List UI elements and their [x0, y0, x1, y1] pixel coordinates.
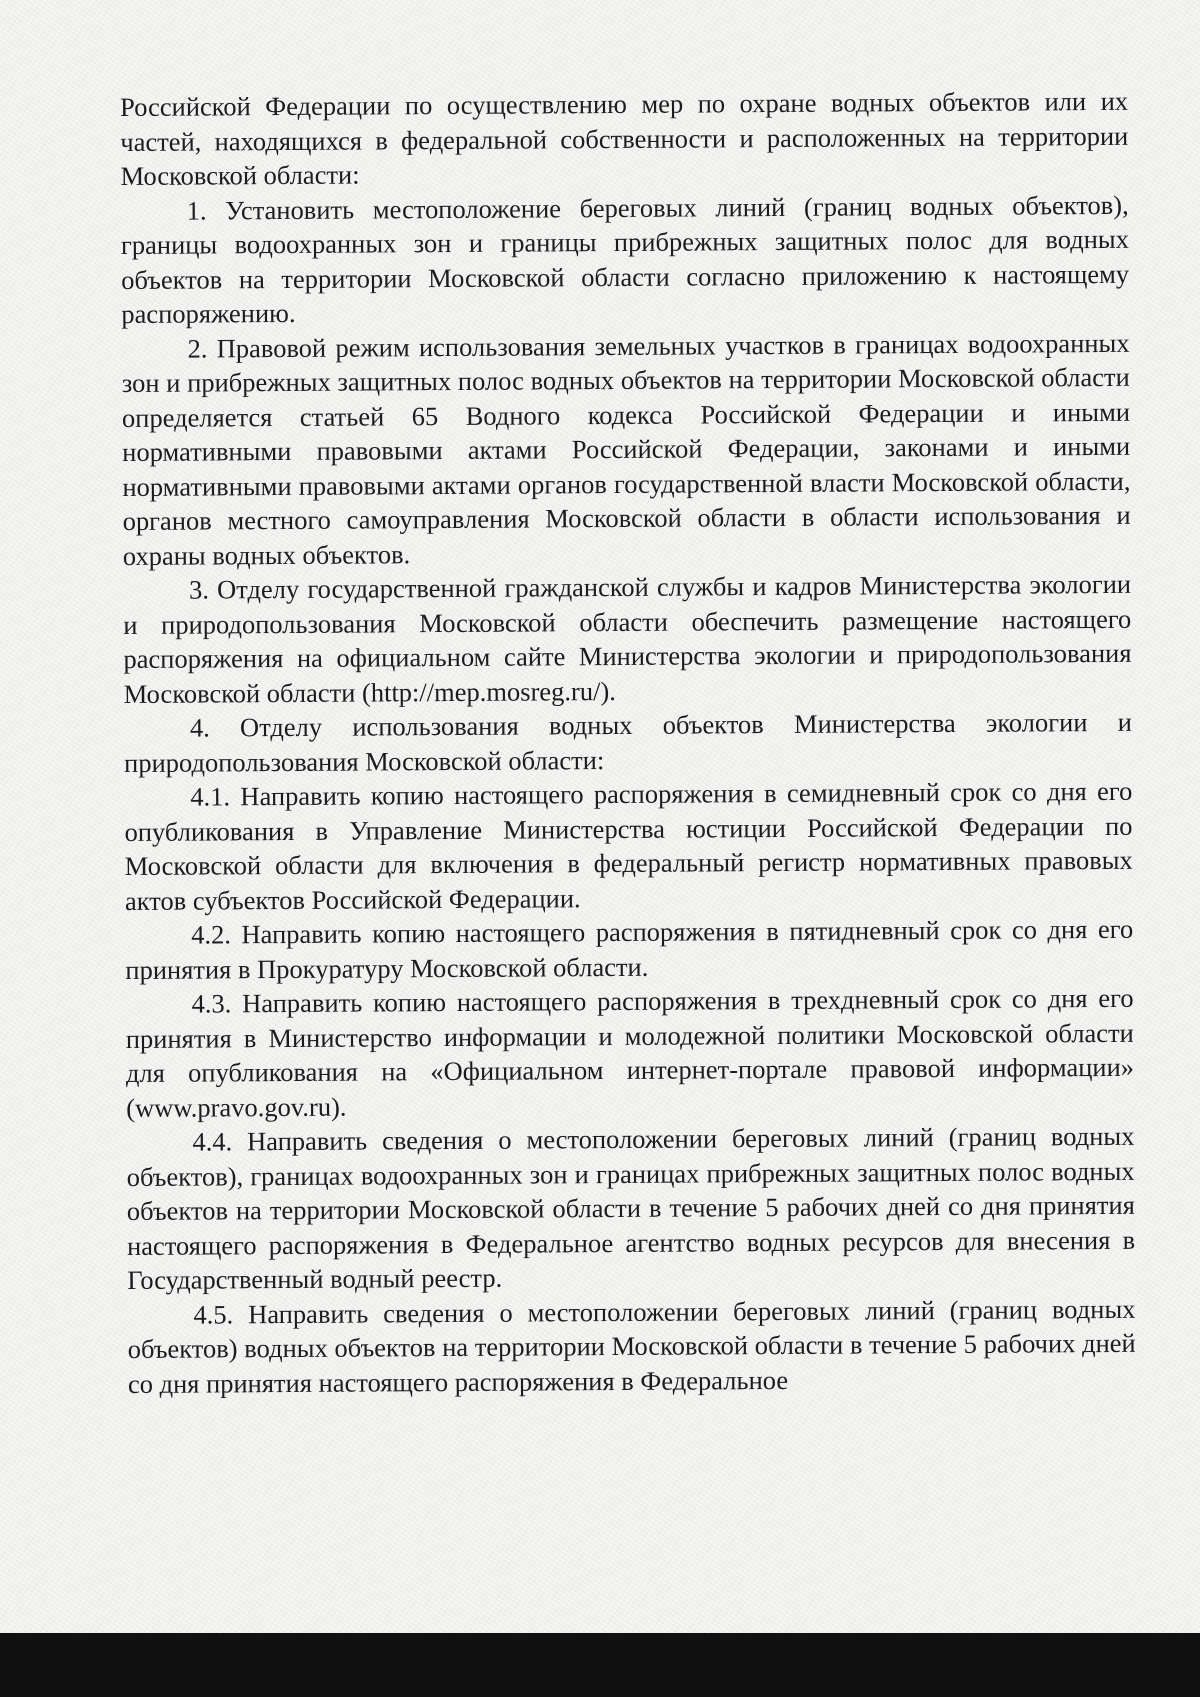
paragraph-item-4-5: 4.5. Направить сведения о местоположении береговых линий (границ водных объектов) водных объектов на территории Московской области в течение 5 рабочих дней со дня принятия настоящего распоряжения в Федеральное — [127, 1293, 1136, 1399]
scan-bottom-border — [0, 1633, 1200, 1697]
paragraph-item-4: 4. Отделу использования водных объектов Министерства экологии и природопользования Московской области: — [124, 706, 1132, 778]
paragraph-item-2: 2. Правовой режим использования земельных участков в границах водоохранных зон и прибрежных защитных полос водных объектов на территории Московской области определяется статьей 65 Водного кодекса Российской Федерации и иными нормативными правовыми актами Российской Федерации, законами и иными нормативными правовыми актами органов государственной власти Московской области, органов местного самоуправления Московской области в области использования и охраны водных объектов. — [121, 327, 1131, 571]
paragraph-item-4-1: 4.1. Направить копию настоящего распоряжения в семидневный срок со дня его опубликования в Управление Министерства юстиции Российской Федерации по Московской области для включения в федеральный регистр нормативных правовых актов субъектов Российской Федерации. — [124, 775, 1133, 916]
paragraph-item-4-2: 4.2. Направить копию настоящего распоряжения в пятидневный срок со дня его принятия в Прокуратуру Московской области. — [125, 913, 1134, 985]
paragraph-item-1: 1. Установить местоположение береговых линий (границ водных объектов), границы водоохранных зон и границы прибрежных защитных полос для водных объектов на территории Московской области согласно приложению к настоящему распоряжению. — [120, 189, 1130, 329]
paragraph-item-4-3: 4.3. Направить копию настоящего распоряжения в трехдневный срок со дня его принятия в Министерство информации и молодежной политики Московской области для опубликования на «Официальном интернет-портале правовой информации» (www.pravo.gov.ru). — [125, 982, 1135, 1123]
document-body — [120, 84, 1136, 1401]
paragraph-item-3: 3. Отделу государственной гражданской службы и кадров Министерства экологии и природопользования Московской области обеспечить размещение настоящего распоряжения на официальном сайте Министерства экологии и природопользования Московской области (http://mep.mosreg.ru/). — [123, 568, 1132, 709]
paragraph-continuation: Российской Федерации по осуществлению мер по охране водных объектов или их частей, находящихся в федеральной собственности и расположенных на территории Московской области: — [120, 85, 1129, 191]
paragraph-item-4-4: 4.4. Направить сведения о местоположении береговых линий (границ водных объектов), границах водоохранных зон и границах прибрежных защитных полос водных объектов на территории Московской области в течение 5 рабочих дней со дня принятия настоящего распоряжения в Федеральное агентство водных ресурсов для внесения в Государственный водный реестр. — [126, 1120, 1136, 1295]
